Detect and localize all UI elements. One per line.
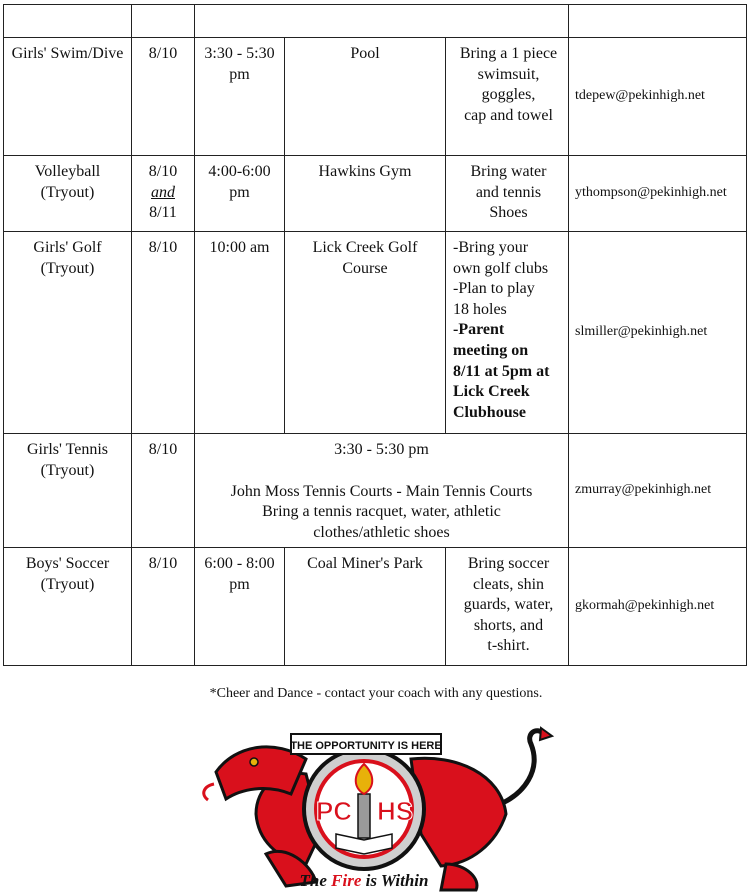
date-cell: 8/10 <box>132 232 195 434</box>
sport-cell: Volleyball (Tryout) <box>4 156 132 232</box>
table-row <box>4 434 747 548</box>
note-line: and tennis <box>475 183 542 201</box>
date-line: 8/11 <box>149 204 177 222</box>
date-cell <box>132 156 195 232</box>
notes-cell <box>446 232 569 434</box>
note-line: Shoes <box>489 204 528 222</box>
table-row <box>4 156 747 232</box>
note-line: 18 holes <box>453 300 507 318</box>
dragon-tail-tip <box>540 728 552 740</box>
note-line: -Plan to play <box>453 280 535 298</box>
note-line: goggles, <box>481 86 536 104</box>
sport-cell: Girls' Tennis (Tryout) <box>4 434 132 548</box>
note-line-bold: meeting on <box>453 341 529 359</box>
note-line-bold: Clubhouse <box>453 403 526 421</box>
note-line: shorts, and <box>473 616 544 634</box>
date-line: 8/10 <box>148 163 178 180</box>
header-cell <box>4 5 132 38</box>
tagline-the: The <box>299 871 327 890</box>
dragon-tongue <box>204 784 214 800</box>
time-cell: 4:00-6:00 pm <box>195 156 285 232</box>
note-line: Bring a 1 piece <box>459 45 558 62</box>
note-line: Bring soccer <box>467 555 550 572</box>
note-line: guards, water, <box>463 596 554 614</box>
tagline-is: is <box>365 871 377 890</box>
note-line: swimsuit, <box>477 65 540 83</box>
header-row <box>4 5 747 38</box>
email-cell: tdepew@pekinhigh.net <box>569 38 747 156</box>
footnote: *Cheer and Dance - contact your coach with any questions. <box>209 686 543 701</box>
note-line: -Bring your <box>453 239 529 256</box>
note-line: t-shirt. <box>487 637 530 655</box>
merged-details-cell <box>195 434 569 548</box>
table-row <box>4 232 747 434</box>
note-line-bold: Lick Creek <box>453 383 530 401</box>
dragon-tail <box>496 731 544 806</box>
date-cell: 8/10 <box>132 38 195 156</box>
tagline-fire: Fire <box>331 871 362 890</box>
note-line-bold: 8/11 at 5pm at <box>453 362 550 380</box>
time-text: 3:30 - 5:30 pm <box>334 441 429 458</box>
location-text: John Moss Tennis Courts - Main Tennis Courts <box>230 482 533 500</box>
location-cell: Coal Miner's Park <box>285 548 446 666</box>
dragon-eye <box>250 758 258 766</box>
tryout-schedule-table <box>3 4 747 666</box>
sport-cell: Boys' Soccer (Tryout) <box>4 548 132 666</box>
pchs-dragon-logo <box>196 714 556 893</box>
note-line: cap and towel <box>464 106 553 124</box>
time-cell: 6:00 - 8:00 pm <box>195 548 285 666</box>
email-cell: ythompson@pekinhigh.net <box>569 156 747 232</box>
email-cell: slmiller@pekinhigh.net <box>569 232 747 434</box>
sport-cell: Girls' Swim/Dive <box>4 38 132 156</box>
torch-handle <box>358 794 370 838</box>
sport-cell: Girls' Golf (Tryout) <box>4 232 132 434</box>
initials-right: HS <box>376 796 414 826</box>
email-cell: zmurray@pekinhigh.net <box>569 434 747 548</box>
initials-left: PC <box>315 796 353 826</box>
table-row <box>4 38 747 156</box>
notes-cell <box>446 548 569 666</box>
note-line: own golf clubs <box>453 259 549 277</box>
location-cell: Pool <box>285 38 446 156</box>
date-cell: 8/10 <box>132 434 195 548</box>
table-row <box>4 548 747 666</box>
tagline-within: Within <box>380 871 429 890</box>
date-cell: 8/10 <box>132 548 195 666</box>
note-line: Bring water <box>470 163 547 180</box>
date-line: and <box>151 183 175 201</box>
spacer <box>199 461 564 482</box>
notes-cell <box>446 38 569 156</box>
header-cell <box>569 5 747 38</box>
location-cell: Lick Creek Golf Course <box>285 232 446 434</box>
tagline <box>300 871 429 890</box>
note-line: cleats, shin <box>472 575 545 593</box>
banner-text: THE OPPORTUNITY IS HERE <box>290 740 442 752</box>
time-cell: 10:00 am <box>195 232 285 434</box>
email-cell: gkormah@pekinhigh.net <box>569 548 747 666</box>
time-cell: 3:30 - 5:30 pm <box>195 38 285 156</box>
notes-cell <box>446 156 569 232</box>
notes-text: Bring a tennis racquet, water, athletic clothes/athletic shoes <box>262 503 501 541</box>
location-cell: Hawkins Gym <box>285 156 446 232</box>
header-cell <box>195 5 569 38</box>
note-line-bold: -Parent <box>453 321 505 339</box>
header-cell <box>132 5 195 38</box>
